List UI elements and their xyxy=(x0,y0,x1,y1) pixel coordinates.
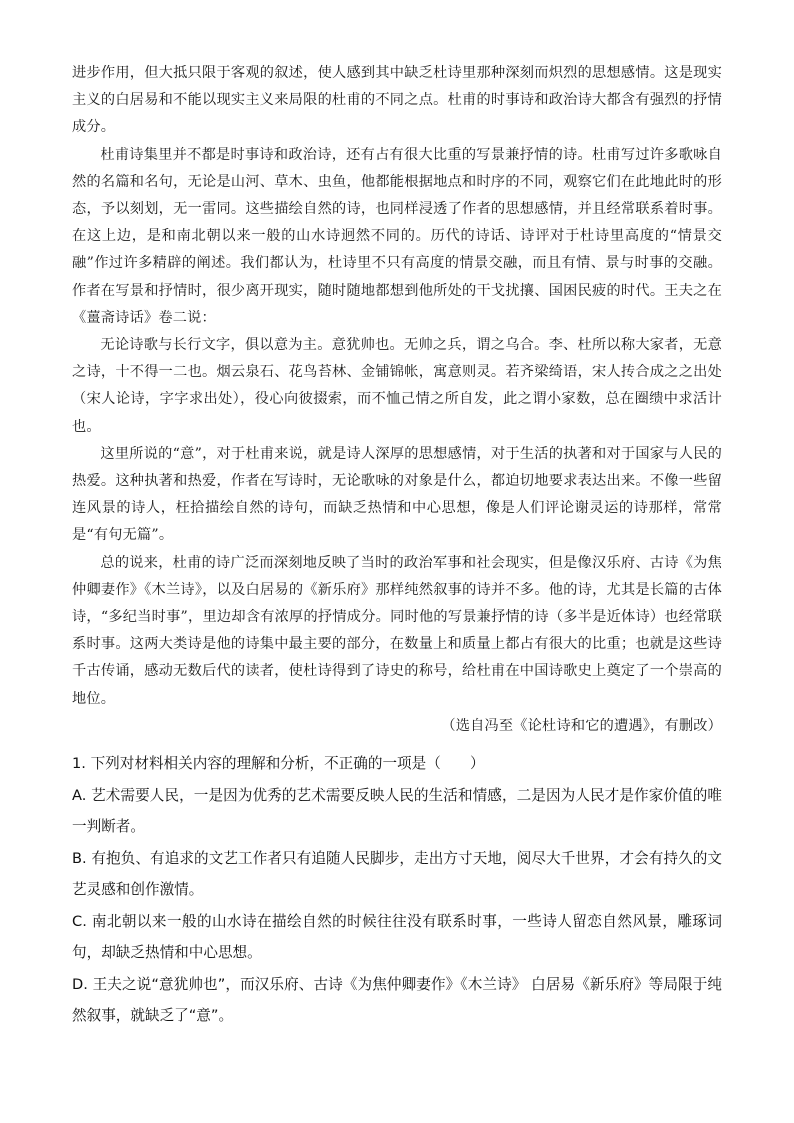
option-b: B. 有抱负、有追求的文艺工作者只有追随人民脚步，走出方寸天地，阅尽大千世界，才会有持久的文艺灵感和创作激情。 xyxy=(72,849,722,899)
passage-paragraph: 这里所说的“意”，对于杜甫来说，就是诗人深厚的思想感情，对于生活的执著和对于国家与人民的热爱。这种执著和热爱，作者在写诗时，无论歌咏的对象是什么，都迫切地要求表达出来。不像一些留连风景的诗人，枉拾描绘自然的诗句，而缺乏热情和中心思想，像是人们评论谢灵运的诗那样，常常是“有句无篇”。 xyxy=(72,445,722,544)
option-c: C. 南北朝以来一般的山水诗在描绘自然的时候往往没有联系时事，一些诗人留恋自然风景，雕琢词句，却缺乏热情和中心思想。 xyxy=(72,912,722,962)
question-stem: 1. 下列对材料相关内容的理解和分析，不正确的一项是（ ） xyxy=(72,755,485,773)
question-block xyxy=(72,748,722,1032)
option-a: A. 艺术需要人民，一是因为优秀的艺术需要反映人民的生活和情感，二是因为人民才是作家价值的唯一判断者。 xyxy=(72,786,722,836)
quoted-passage: 无论诗歌与长行文字，俱以意为主。意犹帅也。无帅之兵，谓之乌合。李、杜所以称大家者，无意之诗，十不得一二也。烟云泉石、花鸟苔林、金铺锦帐，寓意则灵。若齐梁绮语，宋人抟合成之之出处（宋人论诗，字字求出处），役心向彼掇索，而不恤己情之所自发，此之谓小家数，总在圈缋中求活计也。 xyxy=(72,337,722,435)
reading-passage xyxy=(72,60,722,740)
passage-paragraph: 杜甫诗集里并不都是时事诗和政治诗，还有占有很大比重的写景兼抒情的诗。杜甫写过许多歌咏自然的名篇和名句，无论是山河、草木、虫鱼，他都能根据地点和时序的不同，观察它们在此地此时的形态，予以刻划，无一雷同。这些描绘自然的诗，也同样浸透了作者的思想感情，并且经常联系着时事。在这上边，是和南北朝以来一般的山水诗迥然不同的。历代的诗话、诗评对于杜诗里高度的“情景交融”作过许多精辟的阐述。我们都认为，杜诗里不只有高度的情景交融，而且有情、景与时事的交融。作者在写景和抒情时，很少离开现实，随时随地都想到他所处的干戈扰攘、国困民疲的时代。王夫之在《薑斋诗话》卷二说： xyxy=(72,146,722,326)
passage-paragraph: 进步作用，但大抵只限于客观的叙述，使人感到其中缺乏杜诗里那种深刻而炽烈的思想感情。这是现实主义的白居易和不能以现实主义来局限的杜甫的不同之点。杜甫的时事诗和政治诗大都含有强烈的抒情成分。 xyxy=(72,65,722,136)
source-citation: （选自冯至《论杜诗和它的遭遇》，有删改） xyxy=(441,717,722,734)
option-d: D. 王夫之说“意犹帅也”，而汉乐府、古诗《为焦仲卿妻作》《木兰诗》 白居易《新乐府》等局限于纯然叙事，就缺乏了“意”。 xyxy=(72,975,722,1025)
exam-page xyxy=(72,60,722,1032)
passage-paragraph: 总的说来，杜甫的诗广泛而深刻地反映了当时的政治军事和社会现实，但是像汉乐府、古诗《为焦仲卿妻作》《木兰诗》，以及白居易的《新乐府》那样纯然叙事的诗并不多。他的诗，尤其是长篇的古体诗，“多纪当时事”，里边却含有浓厚的抒情成分。同时他的写景兼抒情的诗（多半是近体诗）也经常联系时事。这两大类诗是他的诗集中最主要的部分，在数量上和质量上都占有很大的比重；也就是这些诗千古传诵，感动无数后代的读者，使杜诗得到了诗史的称号，给杜甫在中国诗歌史上奠定了一个崇高的地位。 xyxy=(72,554,722,707)
